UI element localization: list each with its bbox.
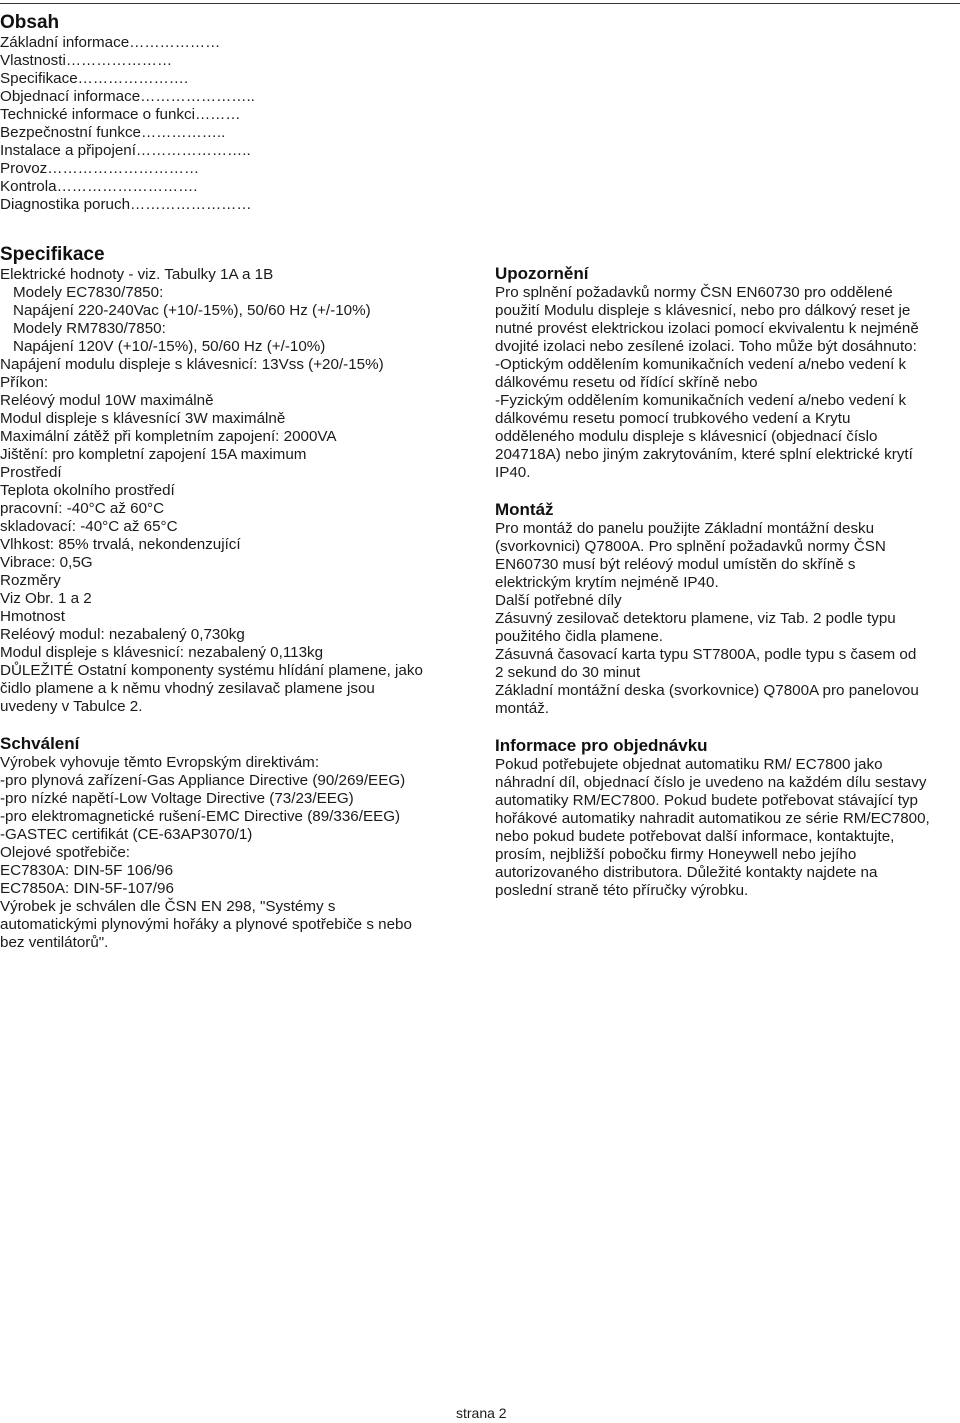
spec-line: Elektrické hodnoty - viz. Tabulky 1A a 1B <box>0 266 274 283</box>
approval-line: EC7850A: DIN-5F-107/96 <box>0 880 174 897</box>
warning-line: -Fyzickým oddělením komunikačních vedení a/nebo vedení k <box>495 392 907 409</box>
spec-line: Jištění: pro kompletní zapojení 15A maximum <box>0 446 307 463</box>
ordering-line: nebo pokud budete potřebovat další informace, kontaktujte, <box>495 828 895 845</box>
page-number: strana 2 <box>456 1405 507 1421</box>
approval-line: -GASTEC certifikát (CE-63AP3070/1) <box>0 826 253 843</box>
spec-line: Modely EC7830/7850: <box>13 284 164 301</box>
toc-title: Obsah <box>0 12 60 33</box>
toc-item[interactable]: Objednací informace………………….. <box>0 88 255 105</box>
approval-line: Výrobek je schválen dle ČSN EN 298, "Systémy s <box>0 898 336 915</box>
approval-line: Olejové spotřebiče: <box>0 844 131 861</box>
warning-line: dvojité izolaci nebo zesílené izolaci. Toho může být dosáhnuto: <box>495 338 917 355</box>
mounting-line: (svorkovnici) Q7800A. Pro splnění požadavků normy ČSN <box>495 538 886 555</box>
warning-line: 204718A) nebo jiným zakrytováním, které splní elektrické krytí <box>495 446 913 463</box>
ordering-line: náhradní díl, objednací číslo je uvedeno na každém dílu sestavy <box>495 774 927 791</box>
top-rule <box>0 3 960 4</box>
mounting-line: Zásuvný zesilovač detektoru plamene, viz Tab. 2 podle typu <box>495 610 896 627</box>
ordering-line: hořákové automatiky nahradit automatikou ze série RM/EC7800, <box>495 810 930 827</box>
spec-line: pracovní: -40°C až 60°C <box>0 500 165 517</box>
warning-line: Pro splnění požadavků normy ČSN EN60730 pro oddělené <box>495 284 893 301</box>
mounting-line: EN60730 musí být reléový modul umístěn do skříně s <box>495 556 856 573</box>
mounting-line: použitého čidla plamene. <box>495 628 664 645</box>
spec-line: Reléový modul 10W maximálně <box>0 392 214 409</box>
mounting-section <box>495 500 957 718</box>
spec-line: Příkon: <box>0 374 49 391</box>
ordering-line: autorizovaného distributora. Důležité kontakty najdete na <box>495 864 878 881</box>
spec-line: skladovací: -40°C až 65°C <box>0 518 178 535</box>
approval-line: EC7830A: DIN-5F 106/96 <box>0 862 174 879</box>
toc-item[interactable]: Kontrola………………………. <box>0 178 198 195</box>
mounting-line: Další potřebné díly <box>495 592 622 609</box>
spec-line: Vlhkost: 85% trvalá, nekondenzující <box>0 536 241 553</box>
toc-item[interactable]: Základní informace……………… <box>0 34 221 51</box>
warning-line: dálkovému resetu pomocí trubkového vedení a Krytu <box>495 410 851 427</box>
spec-line: Napájení 120V (+10/-15%), 50/60 Hz (+/-10%) <box>13 338 326 355</box>
approval-line: bez ventilátorů". <box>0 934 109 951</box>
warning-section <box>495 264 957 482</box>
mounting-title: Montáž <box>495 500 554 519</box>
spec-line: DŮLEŽITÉ Ostatní komponenty systému hlídání plamene, jako <box>0 662 423 679</box>
warning-title: Upozornění <box>495 264 589 283</box>
warning-line: použití Modulu displeje s klávesnicí, nebo pro dálkový reset je <box>495 302 911 319</box>
approval-line: automatickými plynovými hořáky a plynové spotřebiče s nebo <box>0 916 412 933</box>
warning-line: dálkovému resetu od řídící skříně nebo <box>495 374 758 391</box>
approval-line: Výrobek vyhovuje těmto Evropským direktivám: <box>0 754 320 771</box>
spec-line: Napájení 220-240Vac (+10/-15%), 50/60 Hz (+/-10%) <box>13 302 371 319</box>
table-of-contents <box>0 12 470 214</box>
approval-title: Schválení <box>0 734 80 753</box>
approval-line: -pro nízké napětí-Low Voltage Directive (73/23/EEG) <box>0 790 354 807</box>
left-column <box>0 244 470 970</box>
approval-section <box>0 734 470 952</box>
spec-line: Rozměry <box>0 572 61 589</box>
ordering-line: poslední straně této příručky výrobku. <box>495 882 749 899</box>
approval-line: -pro elektromagnetické rušení-EMC Directive (89/336/EEG) <box>0 808 401 825</box>
mounting-line: Pro montáž do panelu použijte Základní montážní desku <box>495 520 875 537</box>
toc-item[interactable]: Diagnostika poruch…………………… <box>0 196 252 213</box>
spec-line: Modul displeje s klávesnící 3W maximálně <box>0 410 286 427</box>
spec-line: Hmotnost <box>0 608 65 625</box>
spec-section <box>0 244 470 716</box>
spec-line: Maximální zátěž při kompletním zapojení: 2000VA <box>0 428 337 445</box>
spec-title: Specifikace <box>0 244 105 265</box>
toc-item[interactable]: Technické informace o funkci……… <box>0 106 241 123</box>
mounting-line: 2 sekund do 30 minut <box>495 664 641 681</box>
ordering-line: Pokud potřebujete objednat automatiku RM/ EC7800 jako <box>495 756 883 773</box>
warning-line: -Optickým oddělením komunikačních vedení a/nebo vedení k <box>495 356 907 373</box>
mounting-line: Základní montážní deska (svorkovnice) Q7800A pro panelovou <box>495 682 919 699</box>
spec-line: Teplota okolního prostředí <box>0 482 175 499</box>
ordering-line: prosím, nejbližší pobočku firmy Honeywell nebo jejího <box>495 846 857 863</box>
ordering-line: automatiky RM/EC7800. Pokud budete potřebovat stávající typ <box>495 792 918 809</box>
toc-item[interactable]: Vlastnosti………………… <box>0 52 173 69</box>
mounting-line: Zásuvná časovací karta typu ST7800A, podle typu s časem od <box>495 646 917 663</box>
spec-line: uvedeny v Tabulce 2. <box>0 698 143 715</box>
ordering-title: Informace pro objednávku <box>495 736 708 755</box>
spec-line: čidlo plamene a k němu vhodný zesilavač plamene jsou <box>0 680 375 697</box>
warning-line: odděleného modulu displeje s klávesnicí (objednací číslo <box>495 428 878 445</box>
warning-line: IP40. <box>495 464 531 481</box>
spec-line: Modely RM7830/7850: <box>13 320 166 337</box>
spec-line: Modul displeje s klávesnicí: nezabalený 0,113kg <box>0 644 324 661</box>
right-column <box>495 264 957 918</box>
spec-line: Vibrace: 0,5G <box>0 554 93 571</box>
ordering-section <box>495 736 957 900</box>
spec-line: Napájení modulu displeje s klávesnicí: 13Vss (+20/-15%) <box>0 356 384 373</box>
toc-item[interactable]: Instalace a připojení………………….. <box>0 142 251 159</box>
spec-line: Viz Obr. 1 a 2 <box>0 590 92 607</box>
toc-item[interactable]: Bezpečnostní funkce…………….. <box>0 124 226 141</box>
spec-line: Prostředí <box>0 464 62 481</box>
spec-line: Reléový modul: nezabalený 0,730kg <box>0 626 245 643</box>
toc-item[interactable]: Provoz………………………… <box>0 160 200 177</box>
warning-line: nutné provést elektrickou izolaci pomocí ekvivalentu k nejméně <box>495 320 919 337</box>
mounting-line: elektrickým krytím nejméně IP40. <box>495 574 719 591</box>
approval-line: -pro plynová zařízení-Gas Appliance Directive (90/269/EEG) <box>0 772 406 789</box>
toc-item[interactable]: Specifikace…………………. <box>0 70 189 87</box>
mounting-line: montáž. <box>495 700 550 717</box>
